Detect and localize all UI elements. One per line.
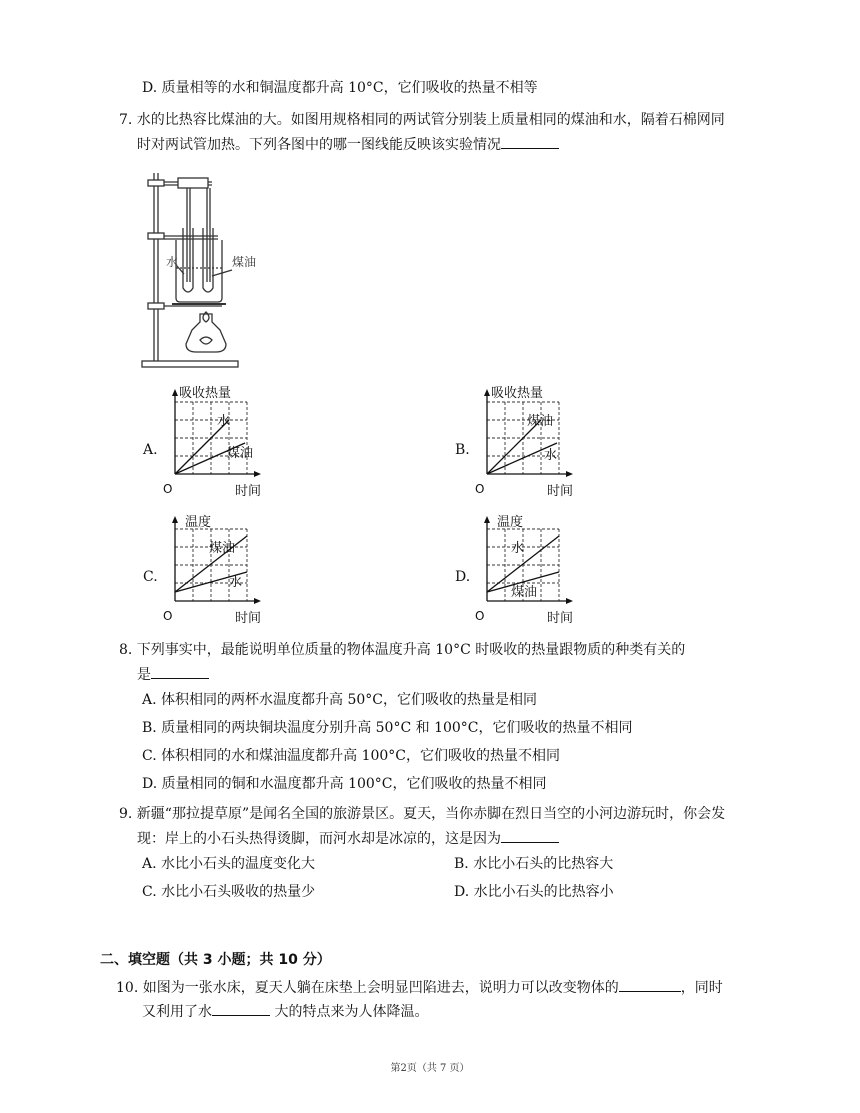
q8-stem-line2 (137, 664, 209, 685)
q10-line1-text-b: ，同时 (680, 980, 723, 996)
q9-option-c: C. 水比小石头吸收的热量少 (142, 884, 316, 900)
graph-d-y-axis-label: 温度 (497, 515, 524, 530)
graph-b-x-axis-label: 时间 (547, 484, 574, 499)
graph-b-option-label: B. (455, 442, 470, 458)
graph-c (155, 512, 265, 627)
graph-d-origin-label: O (475, 609, 485, 623)
graph-c-y-axis-label: 温度 (185, 515, 212, 530)
answer-blank (212, 1001, 270, 1016)
graph-c-upper-line-label: 煤油 (209, 541, 236, 556)
answer-blank (151, 664, 209, 679)
graph-d-lower-line-label: 煤油 (511, 585, 538, 600)
q9-stem-line2-text: 现：岸上的小石头热得烫脚，而河水却是冰凉的，这是因为 (137, 831, 501, 847)
graph-b-lower-line-label: 水 (544, 448, 558, 463)
graph-a-upper-line-label: 水 (217, 414, 231, 429)
q10-line1-text-a: 10. 如图为一张水床，夏天人躺在床垫上会明显凹陷进去，说明力可以改变物体的 (116, 980, 619, 996)
q9-option-a: A. 水比小石头的温度变化大 (142, 856, 316, 872)
graph-c-option-label: C. (143, 569, 158, 585)
graph-d-upper-line-label: 水 (511, 541, 525, 556)
section-heading: 二、填空题（共 3 小题；共 10 分） (100, 952, 331, 968)
q10-stem-line2 (142, 1001, 428, 1022)
graph-c-x-axis-label: 时间 (235, 611, 262, 626)
q9-option-d: D. 水比小石头的比热容小 (454, 884, 614, 900)
graph-b (467, 385, 577, 500)
q8-option-a: A. 体积相同的两杯水温度都升高 50°C，它们吸收的热量是相同 (142, 692, 537, 708)
q8-option-c: C. 体积相同的水和煤油温度都升高 100°C，它们吸收的热量不相同 (142, 748, 560, 764)
graph-d (467, 512, 577, 627)
graph-b-y-axis-label: 吸收热量 (491, 386, 544, 401)
q9-stem-line1: 9. 新疆“那拉提草原”是闻名全国的旅游景区。夏天，当你赤脚在烈日当空的小河边游玩时，你会发 (119, 806, 726, 822)
heating-apparatus-figure (140, 170, 257, 375)
graph-b-origin-label: O (475, 482, 485, 496)
q10-line2-text-b: 大的特点来为人体降温。 (270, 1004, 429, 1020)
q7-stem-line2 (137, 134, 559, 155)
graph-a (155, 385, 265, 500)
graph-c-origin-label: O (163, 609, 173, 623)
q6-option-d: D. 质量相等的水和铜温度都升高 10°C，它们吸收的热量不相等 (142, 80, 538, 96)
graph-d-x-axis-label: 时间 (547, 611, 574, 626)
graph-a-x-axis-label: 时间 (235, 484, 262, 499)
apparatus-kerosene-label: 煤油 (232, 255, 257, 269)
q9-option-b: B. 水比小石头的比热容大 (454, 856, 614, 872)
graph-b-upper-line-label: 煤油 (527, 414, 554, 429)
q7-stem-line1: 7. 水的比热容比煤油的大。如图用规格相同的两试管分别装上质量相同的煤油和水，隔着石棉网同 (119, 112, 725, 128)
answer-blank (501, 134, 559, 149)
graph-a-y-axis-label: 吸收热量 (179, 386, 232, 401)
q9-stem-line2 (137, 828, 559, 849)
graph-a-option-label: A. (143, 442, 158, 458)
graph-c-lower-line-label: 水 (229, 575, 243, 590)
answer-blank (501, 828, 559, 843)
q8-option-b: B. 质量相同的两块铜块温度分别升高 50°C 和 100°C，它们吸收的热量不相同 (142, 720, 633, 736)
q10-stem-line1 (116, 977, 723, 998)
q8-option-d: D. 质量相同的铜和水温度都升高 100°C，它们吸收的热量不相同 (142, 776, 547, 792)
graph-a-lower-line-label: 煤油 (227, 446, 254, 461)
answer-blank (619, 977, 681, 992)
q8-stem-line1: 8. 下列事实中，最能说明单位质量的物体温度升高 10°C 时吸收的热量跟物质的种类有关的 (119, 642, 686, 658)
q7-stem-line2-text: 时对两试管加热。下列各图中的哪一图线能反映该实验情况 (137, 137, 501, 153)
q10-line2-text-a: 又利用了水 (142, 1004, 212, 1020)
page-footer: 第2页（共 7 页） (390, 1063, 470, 1074)
apparatus-water-label: 水 (166, 255, 179, 269)
graph-a-origin-label: O (163, 482, 173, 496)
q8-stem-line2-text: 是 (137, 667, 151, 683)
graph-d-option-label: D. (455, 569, 471, 585)
